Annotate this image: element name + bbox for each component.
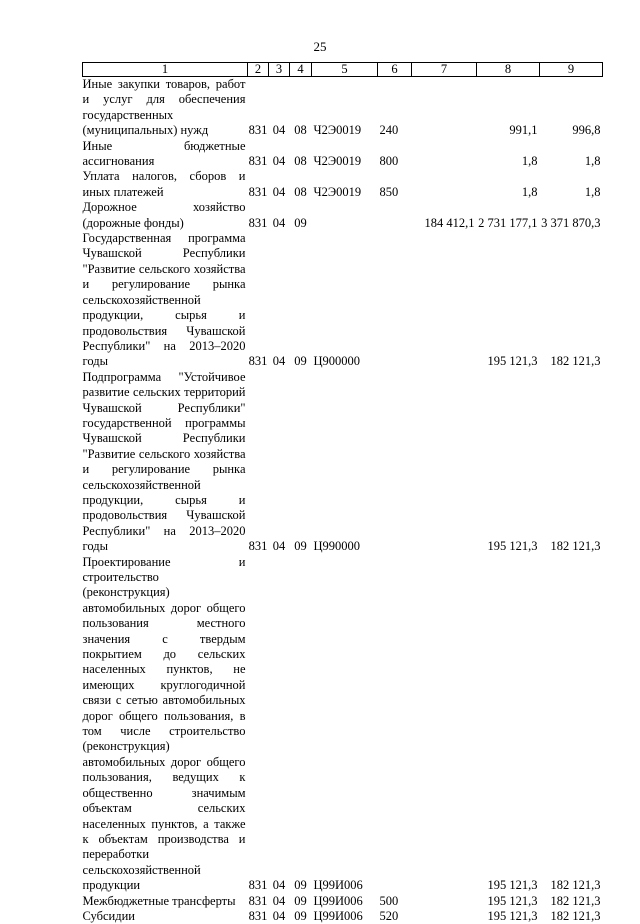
section-code: 04 xyxy=(269,370,290,555)
expense-type-code xyxy=(378,231,412,370)
col-header-4: 4 xyxy=(290,63,312,77)
expense-type-code: 520 xyxy=(378,909,412,924)
target-article-code xyxy=(312,200,378,231)
amount-col-9: 182 121,3 xyxy=(540,370,603,555)
amount-col-7: 184 412,1 xyxy=(412,200,477,231)
subsection-code: 09 xyxy=(290,555,312,894)
section-code: 04 xyxy=(269,231,290,370)
expense-type-code: 850 xyxy=(378,169,412,200)
subsection-code: 08 xyxy=(290,139,312,170)
subsection-code: 08 xyxy=(290,77,312,139)
glav-code: 831 xyxy=(248,139,269,170)
table-body xyxy=(83,77,603,924)
header-row xyxy=(83,63,603,77)
budget-table xyxy=(82,62,603,924)
expense-type-code: 500 xyxy=(378,894,412,909)
glav-code: 831 xyxy=(248,77,269,139)
expense-type-code xyxy=(378,555,412,894)
expense-type-code: 800 xyxy=(378,139,412,170)
row-name: Иные бюджетные ассигнования xyxy=(83,139,248,170)
amount-col-8: 991,1 xyxy=(477,77,540,139)
subsection-code: 09 xyxy=(290,231,312,370)
amount-col-8: 195 121,3 xyxy=(477,231,540,370)
table-header xyxy=(83,63,603,77)
target-article-code: Ч2Э0019 xyxy=(312,169,378,200)
subsection-code: 08 xyxy=(290,169,312,200)
col-header-1: 1 xyxy=(83,63,248,77)
table-row xyxy=(83,894,603,909)
amount-col-7 xyxy=(412,231,477,370)
amount-col-8: 1,8 xyxy=(477,169,540,200)
row-name: Государственная программа Чувашской Республики "Развитие сельского хозяйства и регулирование рынка сельскохозяйственной продукции, сырья и продовольствия Чувашской Республики" на 2013–2020 годы xyxy=(83,231,248,370)
amount-col-8: 195 121,3 xyxy=(477,555,540,894)
subsection-code: 09 xyxy=(290,894,312,909)
row-name: Иные закупки товаров, работ и услуг для обеспечения государственных (муниципальных) нужд xyxy=(83,77,248,139)
target-article-code: Ч2Э0019 xyxy=(312,139,378,170)
amount-col-8: 195 121,3 xyxy=(477,909,540,924)
target-article-code: Ц99И006 xyxy=(312,909,378,924)
col-header-7: 7 xyxy=(412,63,477,77)
col-header-8: 8 xyxy=(477,63,540,77)
section-code: 04 xyxy=(269,139,290,170)
section-code: 04 xyxy=(269,77,290,139)
target-article-code: Ц990000 xyxy=(312,370,378,555)
amount-col-7 xyxy=(412,894,477,909)
row-name: Дорожное хозяйство (дорожные фонды) xyxy=(83,200,248,231)
target-article-code: Ц99И006 xyxy=(312,555,378,894)
target-article-code: Ц99И006 xyxy=(312,894,378,909)
amount-col-9: 996,8 xyxy=(540,77,603,139)
table-row xyxy=(83,370,603,555)
glav-code: 831 xyxy=(248,909,269,924)
table-row xyxy=(83,169,603,200)
amount-col-9: 182 121,3 xyxy=(540,909,603,924)
table-row xyxy=(83,200,603,231)
amount-col-9: 182 121,3 xyxy=(540,894,603,909)
section-code: 04 xyxy=(269,200,290,231)
table-row xyxy=(83,77,603,139)
glav-code: 831 xyxy=(248,200,269,231)
amount-col-9: 1,8 xyxy=(540,139,603,170)
amount-col-8: 195 121,3 xyxy=(477,370,540,555)
glav-code: 831 xyxy=(248,370,269,555)
glav-code: 831 xyxy=(248,231,269,370)
col-header-9: 9 xyxy=(540,63,603,77)
section-code: 04 xyxy=(269,894,290,909)
subsection-code: 09 xyxy=(290,200,312,231)
row-name: Субсидии xyxy=(83,909,248,924)
amount-col-8: 1,8 xyxy=(477,139,540,170)
subsection-code: 09 xyxy=(290,909,312,924)
target-article-code: Ц900000 xyxy=(312,231,378,370)
amount-col-7 xyxy=(412,555,477,894)
section-code: 04 xyxy=(269,169,290,200)
amount-col-7 xyxy=(412,169,477,200)
table-row xyxy=(83,555,603,894)
amount-col-9: 3 371 870,3 xyxy=(540,200,603,231)
amount-col-7 xyxy=(412,139,477,170)
section-code: 04 xyxy=(269,909,290,924)
col-header-5: 5 xyxy=(312,63,378,77)
row-name: Межбюджетные трансферты xyxy=(83,894,248,909)
col-header-3: 3 xyxy=(269,63,290,77)
amount-col-8: 195 121,3 xyxy=(477,894,540,909)
amount-col-7 xyxy=(412,370,477,555)
expense-type-code: 240 xyxy=(378,77,412,139)
target-article-code: Ч2Э0019 xyxy=(312,77,378,139)
col-header-6: 6 xyxy=(378,63,412,77)
glav-code: 831 xyxy=(248,894,269,909)
amount-col-9: 182 121,3 xyxy=(540,555,603,894)
row-name: Уплата налогов, сборов и иных платежей xyxy=(83,169,248,200)
table-row xyxy=(83,139,603,170)
amount-col-9: 1,8 xyxy=(540,169,603,200)
col-header-2: 2 xyxy=(248,63,269,77)
row-name: Подпрограмма "Устойчивое развитие сельских территорий Чувашской Республики" государственной программы Чувашской Республики "Развитие сельского хозяйства и регулирование рынка сельскохозяйственной продукции, сырья и продовольствия Чувашской Республики" на 2013–2020 годы xyxy=(83,370,248,555)
amount-col-7 xyxy=(412,77,477,139)
table-row xyxy=(83,231,603,370)
amount-col-9: 182 121,3 xyxy=(540,231,603,370)
page-number: 25 xyxy=(0,39,640,55)
table-row xyxy=(83,909,603,924)
subsection-code: 09 xyxy=(290,370,312,555)
amount-col-8: 2 731 177,1 xyxy=(477,200,540,231)
row-name: Проектирование и строительство (реконструкция) автомобильных дорог общего пользования местного значения с твердым покрытием до сельских населенных пунктов, не имеющих круглогодичной связи с сетью автомобильных дорог общего пользования, в том числе строительство (реконструкция) автомобильных дорог общего пользования, ведущих к общественно значимым объектам сельских населенных пунктов, а также к объектам производства и переработки сельскохозяйственной продукции xyxy=(83,555,248,894)
amount-col-7 xyxy=(412,909,477,924)
expense-type-code xyxy=(378,370,412,555)
glav-code: 831 xyxy=(248,169,269,200)
section-code: 04 xyxy=(269,555,290,894)
expense-type-code xyxy=(378,200,412,231)
glav-code: 831 xyxy=(248,555,269,894)
